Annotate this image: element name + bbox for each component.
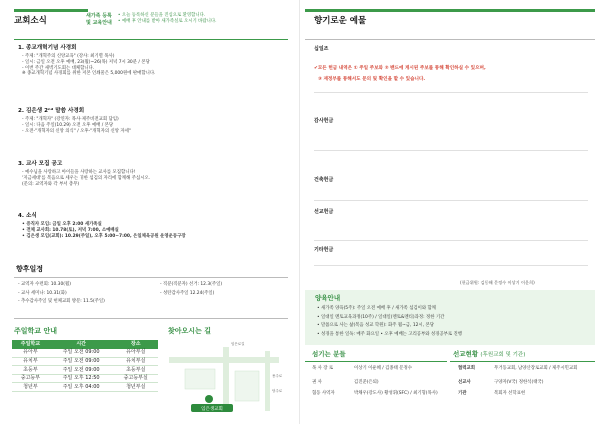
schedule-line: - 직분(직분자) 선거: 12.3(주일): [160, 282, 223, 287]
news-line: '지금세대'를 복음으로 세우는 귀한 섬김의 자리에 함께해 주십시오.: [22, 175, 151, 181]
offering-category: 기타헌금: [314, 247, 334, 253]
mission-role: 기관: [458, 391, 467, 397]
school-cell: 주일 오전 09:00: [49, 366, 114, 375]
school-cell: 유아부실: [113, 349, 158, 358]
nurture-box: [305, 290, 595, 345]
schedule-line: - 성탄감사주일 12.24(주일): [160, 290, 215, 296]
mission-title: [453, 350, 525, 359]
road-label-right1: 용주로: [272, 374, 283, 378]
news-line: - 주제: "개혁주의 신앙교육" (강사: 최기렬 목사): [22, 54, 115, 60]
server-names: 박채우(강도사) 황성휘(SFC) / 최기형(목사): [354, 391, 438, 397]
school-title: 주일학교 안내: [14, 327, 58, 335]
notice-text-2: • 예배 후 안내를 받아 새가족실로 오시기 바랍니다.: [117, 18, 217, 24]
table-row: [12, 374, 158, 383]
news-line: (문의: 교역자와 각 부서 총무): [22, 181, 80, 187]
server-role: 권 사: [312, 379, 322, 385]
map-block: [185, 369, 215, 389]
school-cell: 초등부: [12, 366, 49, 375]
news-line: - 이번 주간 새벽기도회는 대체합니다.: [22, 65, 95, 71]
title-divider: [14, 39, 288, 40]
road-label-right2: 당주로: [272, 389, 283, 393]
school-header: 주일학교: [12, 340, 49, 349]
map-road: [223, 347, 229, 411]
mission-list: [458, 366, 577, 397]
news-line: - 주제: "개혁자" (강연자: 목사·제주비전교회 담임): [22, 117, 119, 123]
servers-title: 섬기는 분들: [312, 350, 346, 358]
schedule-title: 향후일정: [16, 265, 44, 273]
school-cell: 주일 오후 04:00: [49, 383, 114, 392]
schedule-line: - 교사 세미나: 10.31(화): [18, 290, 67, 296]
mission-role: 협력교회: [458, 366, 475, 371]
school-cell: 주일 오전 09:00: [49, 349, 114, 358]
school-header: 시간: [49, 340, 114, 349]
school-cell: 청년부실: [113, 383, 158, 392]
news-item-2: [18, 108, 131, 134]
news-item-title: 4. 소식: [18, 213, 37, 219]
church-label: 임은생교회: [201, 407, 223, 412]
news-line: - 오전-"개혁자의 신앙 의식" / 오후-"개혁자의 신앙 자세": [22, 128, 131, 134]
right-title-bar: [305, 9, 595, 12]
school-table: [12, 340, 158, 392]
school-cell: 유아부: [12, 349, 49, 358]
server-names: 이상기 이운혜 / 김종태 문정수: [354, 366, 412, 371]
servers-list: [312, 366, 438, 397]
page-title: 교회소식: [14, 16, 47, 26]
news-line: • 김은생 모임(교회): 10.29(주일), 오후 5:00~7:00, 은일체육공원 운영운동구장: [22, 233, 186, 239]
server-names: 김진준(은퇴): [354, 379, 379, 385]
school-cell: 청년부: [12, 383, 49, 392]
table-row: [12, 366, 158, 375]
school-cell: 중고등부실: [113, 374, 158, 383]
mission-title-text: 선교현황: [453, 350, 479, 358]
church-marker-icon: [205, 395, 213, 403]
mission-names: 구양자(V국) 정한석(태국): [494, 379, 544, 385]
offering-divider-line: [314, 265, 588, 266]
notice-text-1: • 오늘 등록하신 분들을 진심으로 환영합니다.: [117, 13, 206, 18]
offering-divider-line: [314, 150, 588, 151]
nurture-list: [317, 306, 462, 338]
newcomer-notice: [86, 13, 217, 26]
table-row: [12, 357, 158, 366]
offering-divider: [305, 39, 595, 40]
road-label-top: 임은로길: [231, 342, 245, 346]
map-title: 찾아오시는 길: [168, 327, 212, 335]
school-header: 장소: [113, 340, 158, 349]
location-map: [165, 337, 289, 417]
news-item-1: [18, 45, 155, 77]
nurture-line: • 일대일 멘토교육과정(10주) / 일대일(멘토&멘티)과정: 정한 기간: [317, 314, 445, 320]
nurture-line: • 말씀으로 사는 삶(복음 성교 학원): 화주 월~금, 12시, 본당: [317, 323, 434, 329]
nurture-line: • 성경을 통한 일독: 매주 화요일 • 오후 예배는 고리공부와 성경공부로 진행: [317, 332, 463, 338]
news-line: - 예수님을 사랑하고 아이들을 사랑하는 교사를 모집합니다!: [22, 170, 136, 176]
nurture-line: • 새가족 양육(5주): 주일 오전 예배 후 / 새가족 섬김이와 함께: [317, 306, 437, 311]
news-line: - 일시: 금일 오전 오후 예배, 23(월)~26(목) 저녁 7시 30분 / 본당: [22, 59, 150, 65]
map-svg: [165, 337, 289, 417]
table-row: [12, 383, 158, 392]
mission-role: 선교사: [458, 379, 471, 385]
offering-category: 선교헌금: [314, 209, 334, 215]
offering-notice-2: ③ 재정부를 통해서도 문의 및 확인을 할 수 있습니다.: [318, 77, 426, 82]
server-role: 목 사 장 로: [312, 366, 334, 371]
schedule-line: - 추수감사주일 및 헌체교회 방문: 11.5(주일): [18, 299, 105, 305]
mission-subtitle: (후원교회 및 기관): [480, 352, 526, 358]
left-title-bar: [14, 9, 88, 12]
news-item-3: [18, 161, 150, 187]
news-line: • 증직자 모임: 금일 오후 2:00 새가족실: [22, 222, 102, 228]
schedule-left: [18, 282, 105, 305]
offering-committee: (헌금위원: 김동해 문정수 이상기 이운희): [460, 280, 535, 285]
school-cell: 중고등부: [12, 374, 49, 383]
offering-category: 감사헌금: [314, 118, 334, 124]
news-line: ※ 종교개혁기념 사경회를 위한 저본 인쇄물은 5,000원에 판매합니다.: [22, 71, 156, 77]
offering-divider-line: [314, 240, 588, 241]
mission-divider: [450, 361, 595, 362]
news-item-title: 1. 종교개혁기념 사경회: [18, 45, 77, 51]
offering-divider-line: [314, 200, 588, 201]
school-cell: 유치부실: [113, 357, 158, 366]
table-row: [12, 349, 158, 358]
map-road: [265, 351, 270, 411]
news-line: • 전체 교사회: 10.78(토), 저녁 7:00, 소예배실: [22, 227, 119, 233]
offering-category: 건축헌금: [314, 177, 334, 183]
nurture-title: 양육안내: [315, 294, 341, 302]
school-cell: 초등부실: [113, 366, 158, 375]
schedule-divider: [14, 277, 288, 278]
offering-notice-1: ✔모든 헌금 내역은 ① 주일 주보와 ② 밴드에 게시된 주보를 통해 확인하실 수 있으며,: [314, 66, 486, 71]
schedule-bottom-divider: [14, 318, 288, 319]
notice-label-2: 및 교육안내: [86, 19, 112, 26]
mission-names: 무거동교회, 남양산장로교회 / 제주시민교회: [494, 366, 578, 371]
news-item-4: [18, 213, 186, 239]
news-item-title: 2. 김은생 2ⁿᵈ 말씀 사경회: [18, 108, 85, 114]
mission-names: 복회자 선학표현: [494, 391, 526, 397]
offering-title: 향기로운 예물: [314, 16, 367, 26]
school-cell: 유치부: [12, 357, 49, 366]
tithe-label: 십일조: [314, 46, 329, 52]
notice-label-1: 새가족 등록: [86, 13, 112, 19]
news-line: - 일시: 다음 주일(10.29) 오전 오후 예배 / 본당: [22, 122, 114, 128]
news-item-title: 3. 교사 모집 공고: [18, 161, 63, 167]
schedule-right: [160, 282, 222, 296]
offering-divider-line: [314, 92, 588, 93]
map-block: [235, 371, 259, 401]
schedule-line: - 교역자 수련회: 10.30(월): [18, 282, 71, 287]
school-cell: 주일 오전 09:00: [49, 357, 114, 366]
school-cell: 주일 오후 12:50: [49, 374, 114, 383]
servers-divider: [305, 361, 447, 362]
server-role: 협동 사역자: [312, 391, 335, 397]
